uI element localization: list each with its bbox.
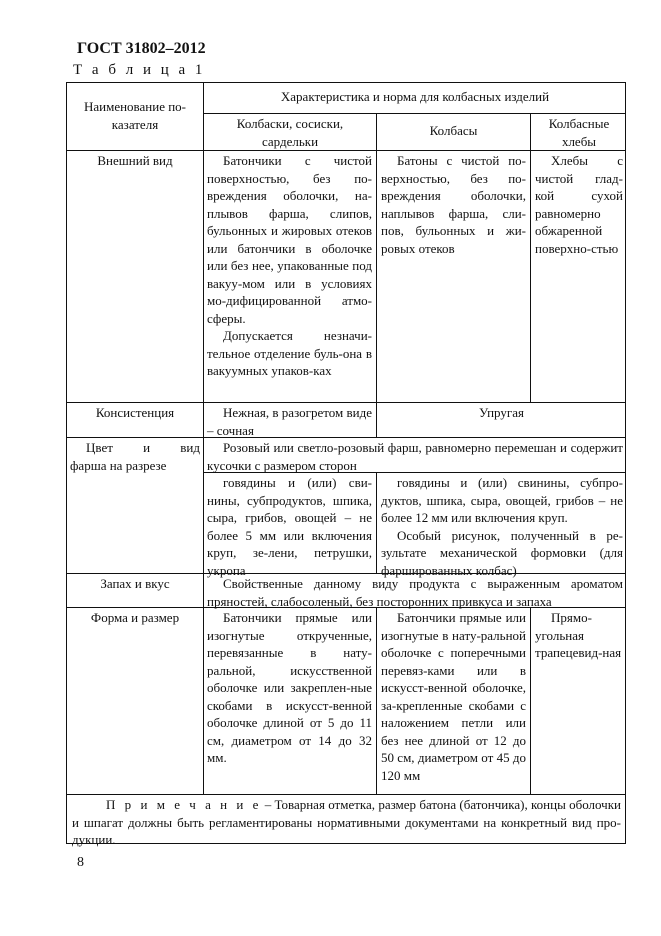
row-label-smell: Запах и вкус (100, 576, 170, 591)
consistency-sausages: Нежная, в разогретом виде – сочная (207, 405, 372, 438)
table-caption: Т а б л и ц а 1 (73, 62, 206, 78)
row-label-color-line1: Цвет и вид (86, 440, 200, 455)
color-common: Розовый или светло-розовый фарш, равномерно перемешан и содержит кусочки с размером сторон (207, 440, 623, 473)
column-header-sausages: Колбаски, сосиски, сардельки (236, 116, 344, 149)
row-label-color-line2: фарша на разрезе (70, 457, 167, 473)
shape-loaves: Прямо-угольная трапецевид-ная (535, 610, 622, 660)
table-note (72, 796, 621, 849)
consistency-kolbasy-loaves: Упругая (479, 405, 524, 420)
row-label-color (70, 439, 200, 474)
note-text: – Товарная отметка, размер батона (батончика), концы оболочки и шпагат должны быть регламентированы нормативными документами на конкретный вид про-дукции. (72, 797, 621, 847)
row-label-appearance: Внешний вид (97, 153, 173, 168)
note-lead: П р и м е ч а н и е (106, 797, 262, 812)
color-kolbasy-note: Особый рисунок, полученный в ре-зультате механической формовки (для фаршированных колбас) (381, 527, 623, 578)
group-column-header: Характеристика и норма для колбасных изделий (280, 89, 550, 104)
shape-sausages: Батончики прямые или изогнутые открученные, перевязанные в нату-ральной, искусственной оболочке или закреплен-ные скобами в искусст-венной оболочке длиной от 5 до 11 см, диаметром от 14 до 32 мм. (207, 610, 372, 765)
appearance-sausages (207, 152, 372, 380)
smell-text: Свойственные данному виду продукта с выраженным ароматом пряностей, слабосоленый, без посторонних привкуса и запаха (207, 576, 623, 609)
color-kolbasy-loaves (381, 474, 623, 579)
column-header-kolbasy: Колбасы (429, 123, 478, 138)
row-label-consistency: Консистенция (95, 405, 175, 420)
appearance-sausages-note: Допускается незначи-тельное отделение буль-она в вакуумных упаков-ках (207, 328, 372, 378)
standard-title: ГОСТ 31802–2012 (77, 40, 206, 57)
page-number: 8 (77, 855, 84, 870)
appearance-sausages-text: Батончики с чистой поверхностью, без по-вреждения оболочки, на-плывов фарша, слипов, бульонных и жировых отеков или батончики в оболочке или без нее, упакованные под вакуу-мом или в условиях мо-дифицированной атмо-сферы. (207, 153, 372, 326)
appearance-loaves: Хлебы с чистой глад-кой сухой равномерно обжаренной поверхно-стью (535, 153, 623, 256)
shape-kolbasy: Батончики прямые или изогнутые в нату-ральной оболочке с поперечными перевяз-ками или в искусст-венной оболочке, за-крепленные скобами с наложением петли или без нее длиной от 12 до 50 см, диаметром от 45 до 120 мм (381, 610, 526, 783)
row-label-shape: Форма и размер (90, 610, 180, 625)
appearance-kolbasy: Батоны с чистой по-верхностью, без по-вреждения оболочки, наплывов фарша, сли-пов, бульонных и жи-ровых отеков (381, 153, 526, 256)
color-sausages: говядины и (или) сви-нины, субпродуктов, шпика, сыра, грибов, овощей – не более 5 мм или включения круп, зе-лени, петрушки, укропа (207, 475, 372, 578)
color-kolbasy-text: говядины и (или) свинины, субпро-дуктов, шпика, сыра, овощей, грибов – не более 12 мм или включения круп. (381, 475, 623, 525)
column-header-loaves: Колбасные хлебы (548, 116, 610, 149)
indicator-column-header: Наименование по- казателя (83, 99, 187, 132)
